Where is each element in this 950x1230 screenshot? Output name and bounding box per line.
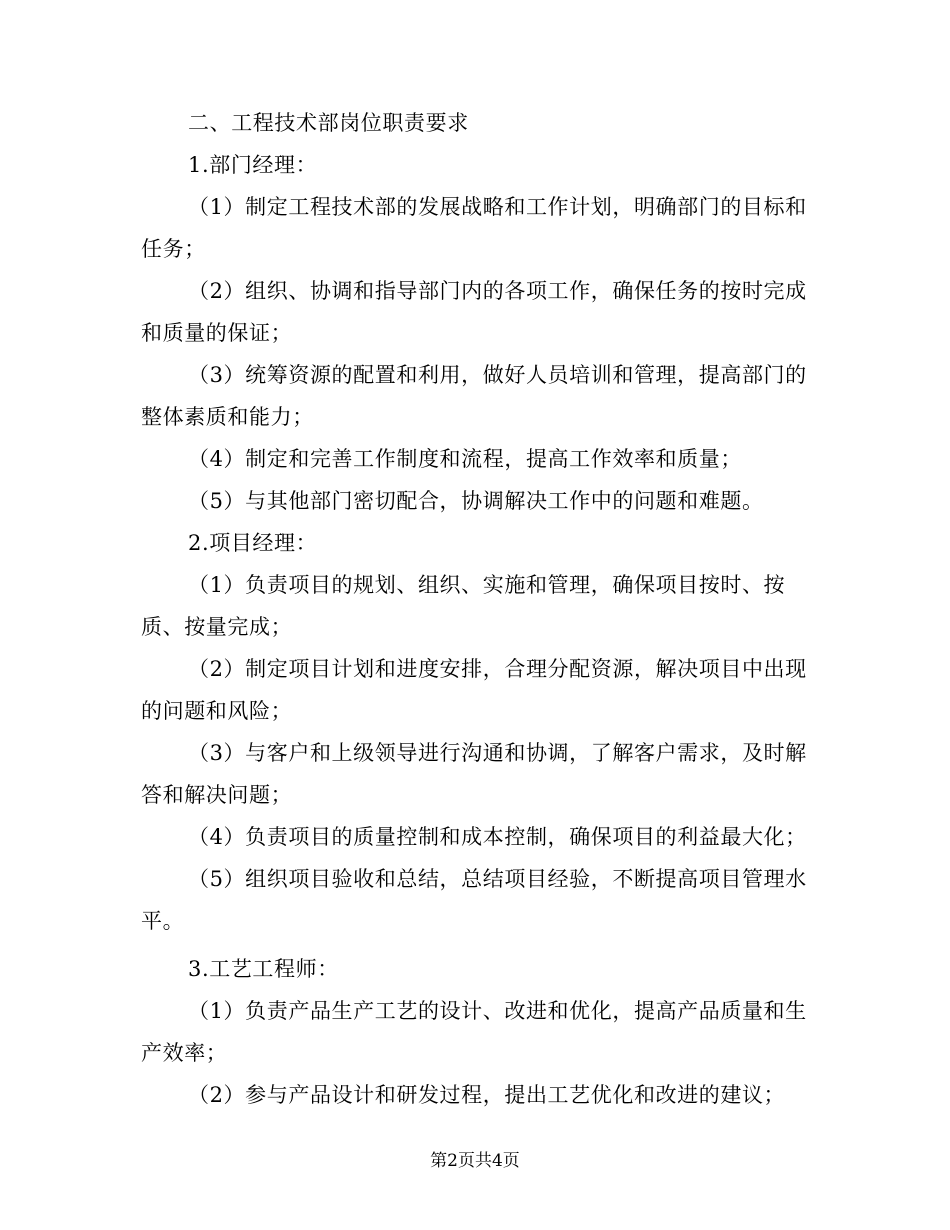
paragraph-line: （1）负责项目的规划、组织、实施和管理，确保项目按时、按 <box>188 573 786 597</box>
paragraph-line: 产效率； <box>141 1041 228 1065</box>
paragraph-line: （1）制定工程技术部的发展战略和工作计划，明确部门的目标和 <box>188 195 807 219</box>
section-heading: 二、工程技术部岗位职责要求 <box>188 111 469 135</box>
paragraph-line: （2）参与产品设计和研发过程，提出工艺优化和改进的建议； <box>188 1083 786 1107</box>
paragraph-line: 答和解决问题； <box>141 783 293 807</box>
paragraph-line: （4）制定和完善工作制度和流程，提高工作效率和质量； <box>188 447 742 471</box>
paragraph-line: 任务； <box>141 237 206 261</box>
paragraph-line: 平。 <box>141 909 185 933</box>
paragraph-line: （4）负责项目的质量控制和成本控制，确保项目的利益最大化； <box>188 825 807 849</box>
paragraph-line: （2）组织、协调和指导部门内的各项工作，确保任务的按时完成 <box>188 279 807 303</box>
paragraph-line: （5）与其他部门密切配合，协调解决工作中的问题和难题。 <box>188 489 764 513</box>
paragraph-line: 和质量的保证； <box>141 321 293 345</box>
paragraph-line: 的问题和风险； <box>141 699 293 723</box>
paragraph-line: （5）组织项目验收和总结，总结项目经验，不断提高项目管理水 <box>188 867 807 891</box>
paragraph-line: （2）制定项目计划和进度安排，合理分配资源，解决项目中出现 <box>188 657 807 681</box>
paragraph-line: （1）负责产品生产工艺的设计、改进和优化，提高产品质量和生 <box>188 999 807 1023</box>
paragraph-line: 整体素质和能力； <box>141 405 314 429</box>
role-heading: 1.部门经理： <box>188 153 318 177</box>
role-heading: 3.工艺工程师： <box>188 957 339 981</box>
paragraph-line: （3）与客户和上级领导进行沟通和协调，了解客户需求，及时解 <box>188 741 807 765</box>
paragraph-line: （3）统筹资源的配置和利用，做好人员培训和管理，提高部门的 <box>188 363 807 387</box>
paragraph-line: 质、按量完成； <box>141 615 293 639</box>
role-heading: 2.项目经理： <box>188 531 318 555</box>
page-number-footer: 第2页共4页 <box>430 1151 520 1171</box>
